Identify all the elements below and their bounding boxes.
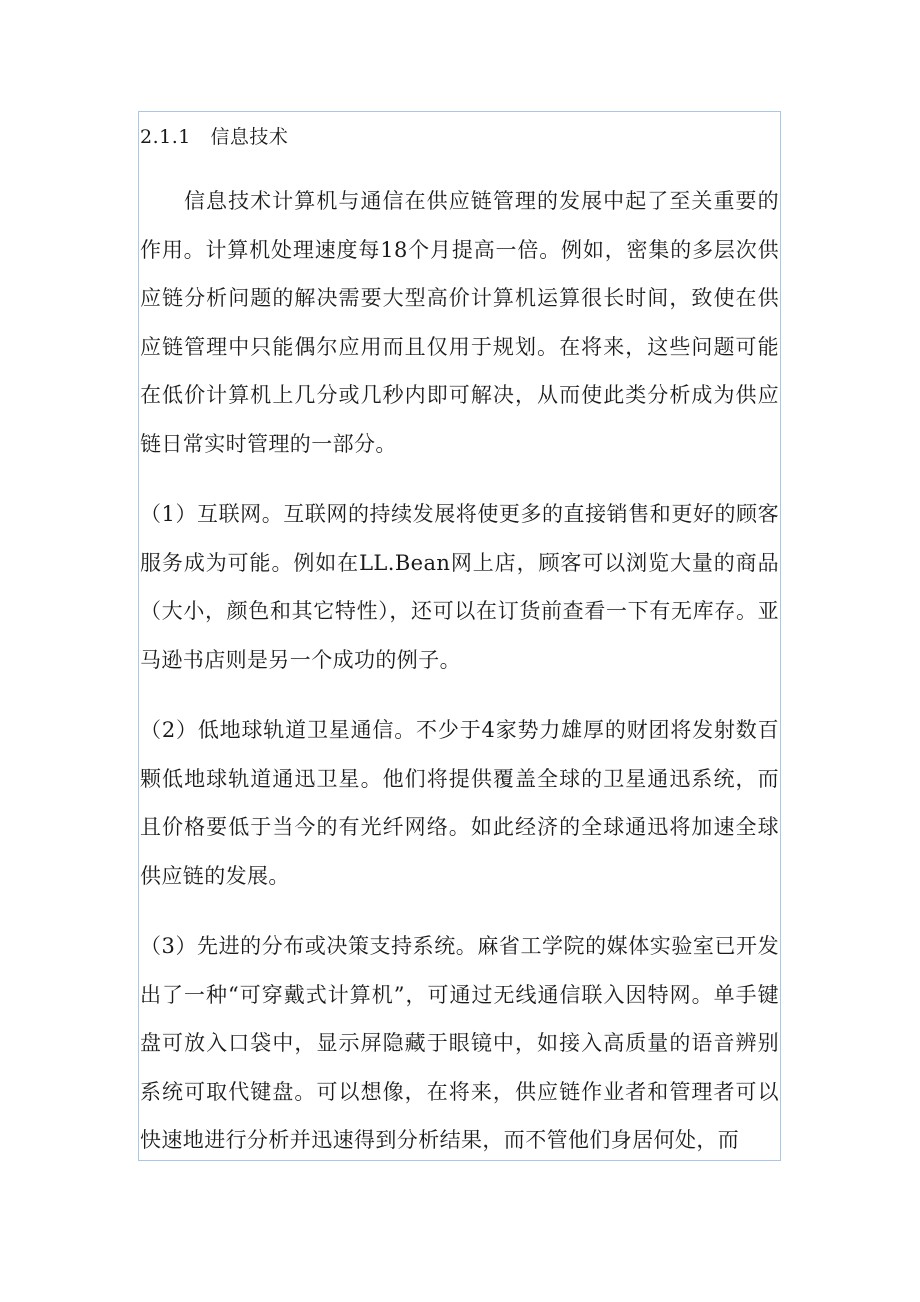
page-frame (138, 111, 781, 1161)
document-body (139, 112, 780, 1161)
paragraph-intro: 信息技术计算机与通信在供应链管理的发展中起了至关重要的作用。计算机处理速度每18个月提高一倍。例如，密集的多层次供应链分析问题的解决需要大型高价计算机运算很长时间，致使在供应链管理中只能偶尔应用而且仅用于规划。在将来，这些问题可能在低价计算机上几分或几秒内即可解决，从而使此类分析成为供应链日常实时管理的一部分。 (140, 189, 779, 456)
paragraph-satellite: （2）低地球轨道卫星通信。不少于4家势力雄厚的财团将发射数百颗低地球轨道通迅卫星。他们将提供覆盖全球的卫星通迅系统，而且价格要低于当今的有光纤网络。如此经济的全球通迅将加速全球供应链的发展。 (140, 718, 779, 888)
section-heading: 2.1.1 信息技术 (140, 126, 289, 148)
paragraph-internet: （1）互联网。互联网的持续发展将使更多的直接销售和更好的顾客服务成为可能。例如在LL.Bean网上店，顾客可以浏览大量的商品（大小，颜色和其它特性），还可以在订货前查看一下有无库存。亚马逊书店则是另一个成功的例子。 (140, 502, 779, 672)
paragraph-decision-support: （3）先进的分布或决策支持系统。麻省工学院的媒体实验室已开发出了一种“可穿戴式计算机”，可通过无线通信联入因特网。单手键盘可放入口袋中，显示屏隐藏于眼镜中，如接入高质量的语音辨别系统可取代键盘。可以想像，在将来，供应链作业者和管理者可以快速地进行分析并迅速得到分析结果，而不管他们身居何处，而 (140, 934, 779, 1152)
